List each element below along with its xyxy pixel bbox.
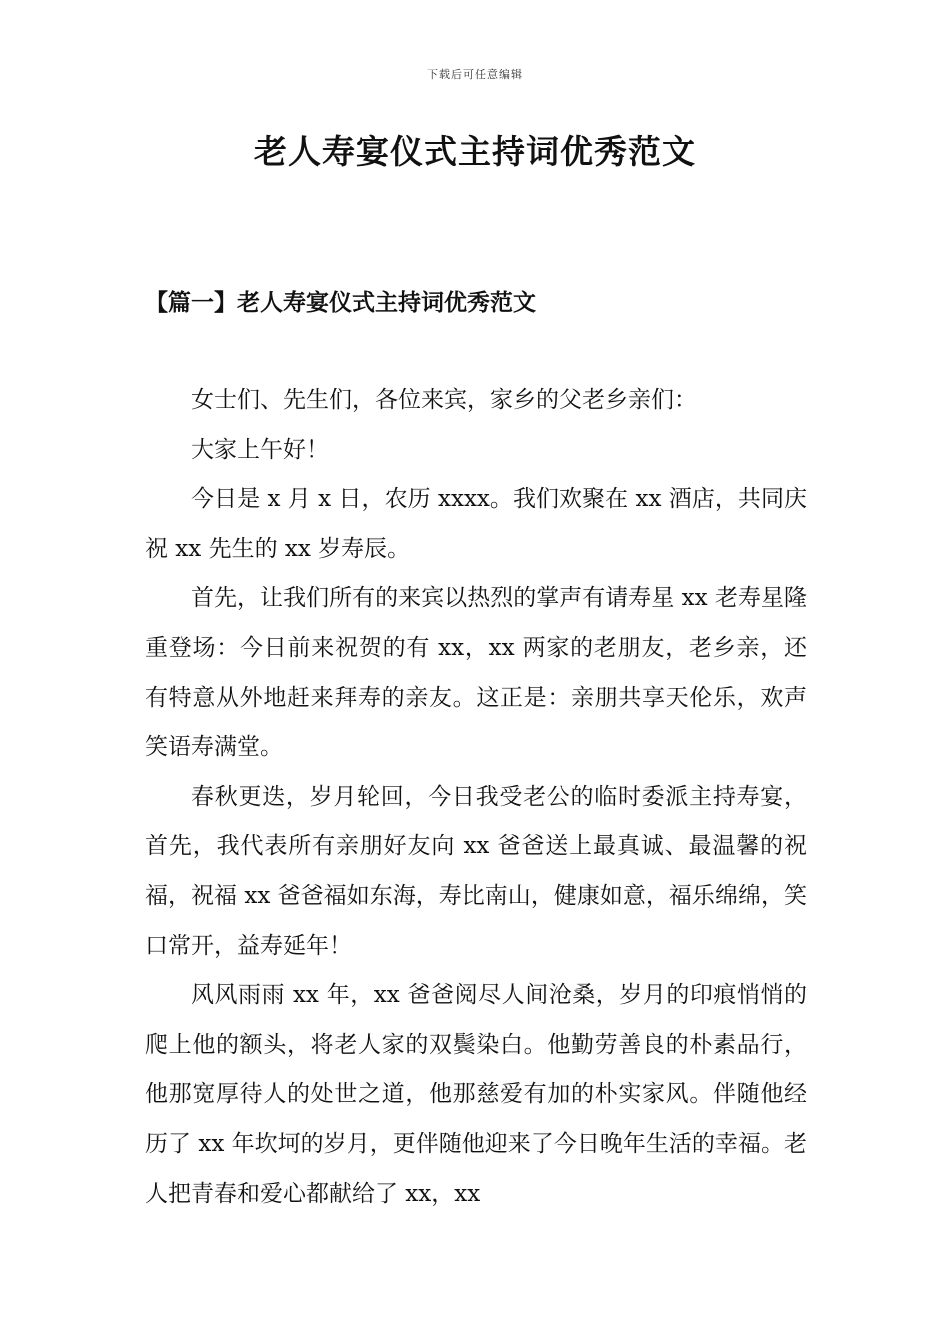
paragraph-life-story: 风风雨雨 xx 年，xx 爸爸阅尽人间沧桑，岁月的印痕悄悄的爬上他的额头，将老人家的双鬓染白。他勤劳善良的朴素品行，他那宽厚待人的处世之道，他那慈爱有加的朴实家风。伴随他经历了 xx 年坎坷的岁月，更伴随他迎来了今日晚年生活的幸福。老人把青春和爱心都献给了 xx，xx <box>145 982 807 1207</box>
paragraph-date: 今日是 x 月 x 日，农历 xxxx。我们欢聚在 xx 酒店，共同庆祝 xx 先生的 xx 岁寿辰。 <box>145 486 807 562</box>
paragraph-greeting: 女士们、先生们，各位来宾，家乡的父老乡亲们： <box>191 387 697 413</box>
paragraph-blessing: 春秋更迭，岁月轮回，今日我受老公的临时委派主持寿宴，首先，我代表所有亲朋好友向 xx 爸爸送上最真诚、最温馨的祝福，祝福 xx 爸爸福如东海，寿比南山，健康如意，福乐绵绵，笑口常开，益寿延年！ <box>145 783 807 959</box>
header-note: 下载后可任意编辑 <box>427 68 523 81</box>
paragraph-welcome: 首先，让我们所有的来宾以热烈的掌声有请寿星 xx 老寿星隆重登场：今日前来祝贺的有 xx，xx 两家的老朋友，老乡亲，还有特意从外地赶来拜寿的亲友。这正是：亲朋共享天伦乐，欢声笑语寿满堂。 <box>145 585 807 761</box>
paragraph-good-morning: 大家上午好！ <box>191 436 329 463</box>
document-title: 老人寿宴仪式主持词优秀范文 <box>254 132 696 171</box>
section-heading: 【篇一】老人寿宴仪式主持词优秀范文 <box>145 289 536 316</box>
body-text <box>145 376 807 1219</box>
